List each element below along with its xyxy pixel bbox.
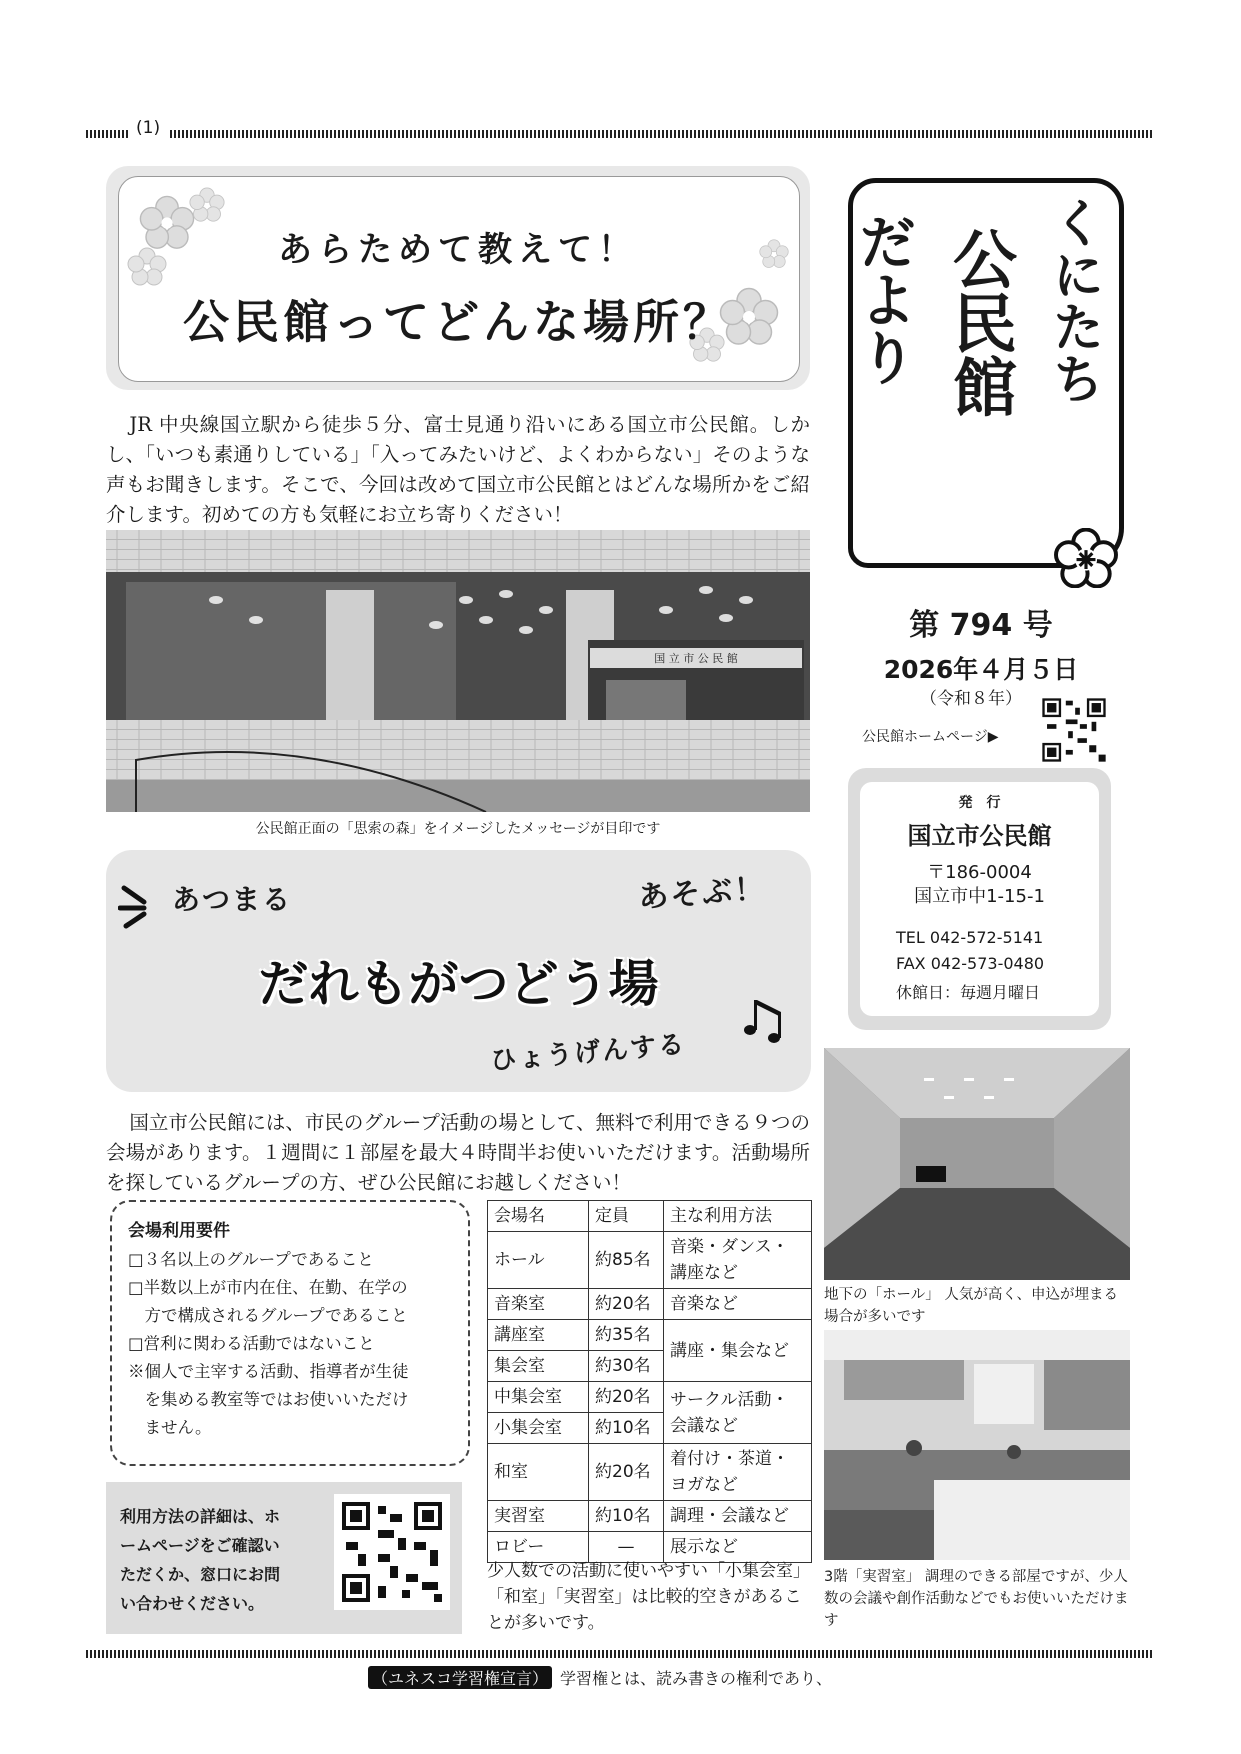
requirements-list bbox=[128, 1246, 458, 1442]
table-row: ホール 約85名 音楽・ダンス・講座など bbox=[488, 1232, 812, 1289]
requirement-item: □半数以上が市内在住、在勤、在学の bbox=[128, 1278, 408, 1297]
homepage-qr-code[interactable] bbox=[1040, 696, 1108, 764]
gathering-title: だれもがつどう場 bbox=[258, 955, 659, 1013]
flower-icon bbox=[1054, 528, 1118, 588]
table-row: 音楽室 約20名 音楽など bbox=[488, 1289, 812, 1320]
footer-text: 学習権とは、読み書きの権利であり、 bbox=[560, 1669, 833, 1688]
era-year: （令和８年） bbox=[920, 689, 1022, 709]
table-row: 講座室 約35名 講座・集会など bbox=[488, 1320, 812, 1351]
publisher-closed-day: 休館日：毎週月曜日 bbox=[896, 983, 1041, 1002]
logo-title-dayori: だより bbox=[849, 212, 917, 386]
table-row: 実習室 約10名 調理・会議など bbox=[488, 1501, 812, 1532]
table-header: 定員 bbox=[589, 1201, 664, 1232]
word-express: ひょうげんする bbox=[489, 1029, 688, 1077]
issue-date: 2026年４月５日 bbox=[883, 655, 1079, 684]
publisher-address: 国立市中1-15-1 bbox=[914, 886, 1045, 907]
detail-text: 利用方法の詳細は、ホ ームページをご確認い ただくか、窓口にお問 い合わせください。 bbox=[120, 1507, 281, 1613]
issue-number: 第 794 号 bbox=[909, 608, 1053, 643]
sparkle-icon bbox=[118, 880, 158, 930]
building-illustration bbox=[106, 530, 810, 812]
building-photo-caption: 公民館正面の「思索の森」をイメージしたメッセージが目印です bbox=[255, 821, 661, 837]
page-number: (1) bbox=[136, 118, 161, 138]
requirement-item: □３名以上のグループであること bbox=[128, 1250, 374, 1269]
top-rule bbox=[170, 130, 1154, 138]
venue-table-wrap bbox=[487, 1200, 812, 1563]
footer-tag: （ユネスコ学習権宣言） bbox=[368, 1666, 552, 1689]
table-row: 中集会室 約20名 サークル活動・会議など bbox=[488, 1382, 812, 1413]
building-photo bbox=[106, 530, 810, 812]
publisher-name: 国立市公民館 bbox=[907, 822, 1052, 850]
table-row: 小集会室 約10名 bbox=[488, 1413, 812, 1444]
table-header: 主な利用方法 bbox=[664, 1201, 812, 1232]
bottom-rule bbox=[86, 1650, 1154, 1658]
flower-icon bbox=[189, 187, 225, 223]
table-row: ロビー — 展示など bbox=[488, 1532, 812, 1563]
requirements-box bbox=[110, 1200, 470, 1466]
qr-code-icon bbox=[334, 1494, 450, 1610]
venue-note: 少人数での活動に使いやすい「小集会室」「和室」「実習室」は比較的空きがあることが多いです。 bbox=[487, 1561, 810, 1633]
table-header: 会場名 bbox=[488, 1201, 589, 1232]
word-play: あそぶ！ bbox=[637, 871, 768, 916]
logo-title-kunitachi: くにたち bbox=[1043, 196, 1103, 404]
venue-table bbox=[487, 1200, 812, 1563]
building-sign: 国 立 市 公 民 館 bbox=[654, 652, 738, 665]
intro-text: JR 中央線国立駅から徒歩５分、富士見通り沿いにある国立市公民館。しかし、「いつも素通りしている」「入ってみたいけど、よくわからない」そのような声もお聞きします。そこで、今回は改めて国立市公民館とはどんな場所かをご紹介します。初めての方も気軽にお立ち寄りください！ bbox=[106, 413, 810, 526]
kitchen-photo-caption: 3階「実習室」 調理のできる部屋ですが、少人数の会議や創作活動などでもお使いいただけます bbox=[824, 1569, 1129, 1629]
hall-photo-caption: 地下の「ホール」 人気が高く、申込が埋まる場合が多いです bbox=[824, 1287, 1119, 1325]
kitchen-photo bbox=[824, 1330, 1130, 1560]
requirement-item: を集める教室等ではお使いいただけ bbox=[144, 1390, 409, 1409]
hall-illustration bbox=[824, 1048, 1130, 1280]
requirement-item: 方で構成されるグループであること bbox=[144, 1306, 408, 1325]
requirement-item: ません。 bbox=[144, 1418, 212, 1437]
detail-box bbox=[106, 1482, 462, 1634]
venue-intro-text: 国立市公民館には、市民のグループ活動の場として、無料で利用できる９つの会場があります。１週間に１部屋を最大４時間半お使いいただけます。活動場所を探しているグループの方、ぜひ公民館にお越しください！ bbox=[106, 1111, 810, 1194]
publisher-fax: FAX 042-573-0480 bbox=[896, 954, 1045, 973]
table-row: 和室 約20名 着付け・茶道・ヨガなど bbox=[488, 1444, 812, 1501]
requirement-item: □営利に関わる活動ではないこと bbox=[128, 1334, 375, 1353]
qr-code-icon bbox=[1040, 696, 1108, 764]
logo-title-kominkan: 公民館 bbox=[942, 226, 1016, 418]
qr-code[interactable] bbox=[334, 1494, 450, 1610]
top-rule bbox=[86, 130, 130, 138]
requirement-item: ※個人で主宰する活動、指導者が生徒 bbox=[128, 1362, 409, 1381]
kitchen-illustration bbox=[824, 1330, 1130, 1560]
publisher-label: 発 行 bbox=[958, 795, 1001, 811]
homepage-link[interactable]: 公民館ホームページ▶ bbox=[862, 729, 999, 745]
word-gather: あつまる bbox=[172, 883, 293, 916]
banner-line2: 公民館ってどんな場所？ bbox=[183, 295, 733, 349]
requirements-title: 会場利用要件 bbox=[128, 1221, 230, 1241]
publisher-postal: 〒186-0004 bbox=[927, 862, 1032, 883]
table-row: 集会室 約30名 bbox=[488, 1351, 812, 1382]
table-header-row bbox=[488, 1201, 812, 1232]
hall-photo bbox=[824, 1048, 1130, 1280]
banner-line1: あらためて教えて！ bbox=[278, 230, 638, 270]
publisher-tel: TEL 042-572-5141 bbox=[896, 928, 1044, 947]
